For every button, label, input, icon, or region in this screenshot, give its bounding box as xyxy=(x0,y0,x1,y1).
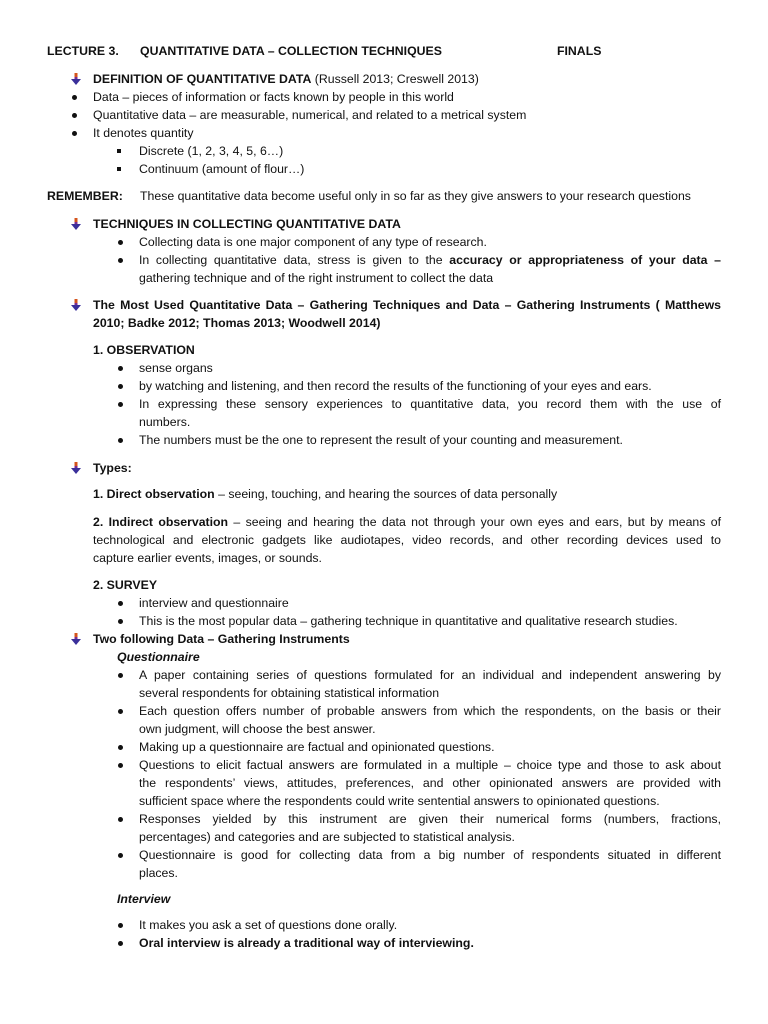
questionnaire-bullet-5-line2: percentages) and categories and are subjected to statistical analysis. xyxy=(139,830,515,844)
bullet-icon xyxy=(72,95,77,100)
interview-bullet-1: It makes you ask a set of questions done orally. xyxy=(139,918,398,932)
bullet-icon xyxy=(118,402,123,407)
indirect-observation xyxy=(93,514,721,531)
questionnaire-bullet-4-line3: sufficient space where the respondents could write sentential answers to opinionated questions. xyxy=(139,794,660,808)
observation-bullet-4: The numbers must be the one to represent the result of your counting and measurement. xyxy=(139,433,623,447)
direct-observation-label: 1. Direct observation xyxy=(93,487,215,501)
indirect-observation-text: – seeing and hearing the data not through your own eyes and ears, but by means of xyxy=(228,515,722,529)
observation-bullet-2: by watching and listening, and then record the results of the functioning of your eyes and ears. xyxy=(139,379,652,393)
indirect-observation-label: 2. Indirect observation xyxy=(93,515,229,529)
bullet-icon xyxy=(118,817,123,822)
arrow-bullet-icon xyxy=(70,462,83,474)
survey-heading: 2. SURVEY xyxy=(93,578,158,592)
survey-bullet-1: interview and questionnaire xyxy=(139,596,289,610)
bullet-icon xyxy=(72,131,77,136)
bullet-icon xyxy=(118,745,123,750)
direct-observation-text: – seeing, touching, and hearing the sources of data personally xyxy=(214,487,558,501)
bullet-icon xyxy=(118,258,123,263)
questionnaire-bullet-4-line2: the respondents’ views, attitudes, preferences, and other opinionated answers are provided with xyxy=(139,776,721,790)
direct-observation xyxy=(93,486,557,503)
observation-heading: 1. OBSERVATION xyxy=(93,343,195,357)
bullet-icon xyxy=(118,438,123,443)
document-title: QUANTITATIVE DATA – COLLECTION TECHNIQUES xyxy=(140,44,442,58)
questionnaire-bullet-6: Questionnaire is good for collecting data from a big number of respondents situated in different xyxy=(139,848,721,862)
term-label: FINALS xyxy=(557,44,602,58)
questionnaire-label: Questionnaire xyxy=(117,650,200,664)
bullet-icon xyxy=(118,853,123,858)
definition-heading xyxy=(93,71,479,88)
observation-bullet-3: In expressing these sensory experiences to quantitative data, you record them with the use of xyxy=(139,397,721,411)
observation-bullet-3-line2: numbers. xyxy=(139,415,191,429)
bullet-icon xyxy=(118,619,123,624)
interview-label: Interview xyxy=(117,892,171,906)
techniques-bullet-2-line2: gathering technique and of the right instrument to collect the data xyxy=(139,271,494,285)
lecture-number: LECTURE 3. xyxy=(47,44,119,58)
bullet-icon xyxy=(72,113,77,118)
survey-bullet-2: This is the most popular data – gathering technique in quantitative and qualitative research studies. xyxy=(139,614,678,628)
techniques-heading: TECHNIQUES IN COLLECTING QUANTITATIVE DATA xyxy=(93,217,401,231)
arrow-bullet-icon xyxy=(70,73,83,85)
sub-bullet-continuum: Continuum (amount of flour…) xyxy=(139,162,305,176)
types-heading: Types: xyxy=(93,461,132,475)
definition-bullet-1: Data – pieces of information or facts known by people in this world xyxy=(93,90,454,104)
techniques-bullet-1: Collecting data is one major component of any type of research. xyxy=(139,235,487,249)
sub-bullet-discrete: Discrete (1, 2, 3, 4, 5, 6…) xyxy=(139,144,284,158)
bullet-icon xyxy=(118,923,123,928)
most-used-heading-line1: The Most Used Quantitative Data – Gathering Techniques and Data – Gathering Instruments ( Matthews xyxy=(93,298,721,312)
questionnaire-bullet-2-line2: own judgment, will choose the best answer. xyxy=(139,722,376,736)
indirect-observation-line2: technological and electronic gadgets like audiotapes, video records, and other recording devices used to xyxy=(93,533,721,547)
questionnaire-bullet-5: Responses yielded by this instrument are given their numerical forms (numbers, fractions, xyxy=(139,812,721,826)
arrow-bullet-icon xyxy=(70,218,83,230)
techniques-bullet-2-plain: In collecting quantitative data, stress is given to the xyxy=(139,253,450,267)
bullet-icon xyxy=(118,709,123,714)
instruments-heading: Two following Data – Gathering Instruments xyxy=(93,632,350,646)
observation-bullet-1: sense organs xyxy=(139,361,213,375)
definition-heading-text: DEFINITION OF QUANTITATIVE DATA xyxy=(93,72,312,86)
bullet-icon xyxy=(118,763,123,768)
bullet-icon xyxy=(118,941,123,946)
most-used-heading-line2: 2010; Badke 2012; Thomas 2013; Woodwell 2014) xyxy=(93,316,381,330)
questionnaire-bullet-2: Each question offers number of probable answers from which the respondents, on the basis or their xyxy=(139,704,721,718)
bullet-icon xyxy=(118,601,123,606)
indirect-observation-line3: capture earlier events, images, or sounds. xyxy=(93,551,322,565)
arrow-bullet-icon xyxy=(70,299,83,311)
square-bullet-icon xyxy=(117,149,121,153)
bullet-icon xyxy=(118,673,123,678)
arrow-bullet-icon xyxy=(70,633,83,645)
remember-label: REMEMBER: xyxy=(47,189,123,203)
questionnaire-bullet-6-line2: places. xyxy=(139,866,178,880)
definition-bullet-2: Quantitative data – are measurable, numerical, and related to a metrical system xyxy=(93,108,527,122)
questionnaire-bullet-1-line2: several respondents for obtaining statistical information xyxy=(139,686,440,700)
questionnaire-bullet-3: Making up a questionnaire are factual and opinionated questions. xyxy=(139,740,495,754)
definition-bullet-3: It denotes quantity xyxy=(93,126,194,140)
bullet-icon xyxy=(118,366,123,371)
questionnaire-bullet-1: A paper containing series of questions formulated for an individual and independent answering by xyxy=(139,668,721,682)
interview-bullet-2: Oral interview is already a traditional way of interviewing. xyxy=(139,936,474,950)
remember-text: These quantitative data become useful only in so far as they give answers to your research questions xyxy=(140,189,691,203)
techniques-bullet-2 xyxy=(139,252,721,269)
techniques-bullet-2-bold: accuracy or appropriateness of your data – xyxy=(449,253,721,267)
questionnaire-bullet-4: Questions to elicit factual answers are formulated in a multiple – choice type and those to ask about xyxy=(139,758,721,772)
square-bullet-icon xyxy=(117,167,121,171)
definition-citation: (Russell 2013; Creswell 2013) xyxy=(311,72,479,86)
bullet-icon xyxy=(118,240,123,245)
bullet-icon xyxy=(118,384,123,389)
